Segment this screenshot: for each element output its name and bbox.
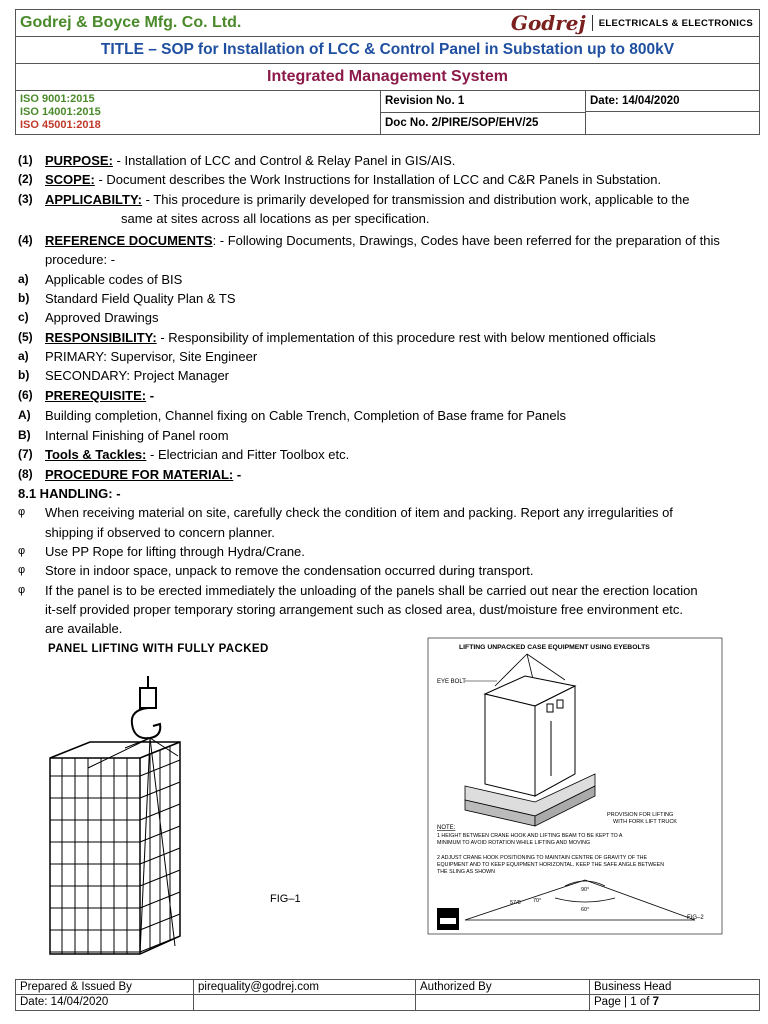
document-title: TITLE – SOP for Installation of LCC & Control Panel in Substation up to 800kV — [100, 41, 675, 58]
bullet-cont: it-self provided proper temporary storing arrangement such as closed area, dust/moisture free environment etc. — [45, 601, 684, 617]
list-text: Building completion, Channel fixing on Cable Trench, Completion of Base frame for Panels — [45, 407, 567, 423]
list-item — [18, 347, 753, 366]
bullet-marker: φ — [18, 506, 26, 519]
section-text: - Responsibility of implementation of this procedure rest with below mentioned officials — [156, 329, 656, 345]
list-marker: b) — [18, 368, 30, 383]
sling-angle-diagram — [465, 880, 695, 920]
bullet-text: When receiving material on site, carefully check the condition of item and packing. Report any irregularities of — [45, 505, 673, 521]
bullet-text: Store in indoor space, unpack to remove the condensation occurred during transport. — [45, 563, 534, 579]
bullet-item — [18, 542, 753, 561]
meta-row — [16, 91, 759, 134]
note-1a: 1 HEIGHT BETWEEN CRANE HOOK AND LIFTING BEAM TO BE KEPT TO A — [437, 833, 623, 839]
unpacked-panel — [485, 676, 575, 796]
angle-90: 90° — [581, 887, 590, 893]
section-number: (4) — [18, 233, 33, 248]
section-text: - Installation of LCC and Control & Relay Panel in GIS/AIS. — [112, 153, 456, 168]
business-head: Business Head — [594, 981, 672, 993]
footer-empty-2 — [416, 995, 590, 1010]
brand-divider — [592, 15, 593, 31]
list-item — [18, 426, 753, 445]
section-heading: PROCEDURE FOR MATERIAL: — [45, 466, 234, 482]
provision-label: PROVISION FOR LIFTING — [607, 812, 674, 818]
authorized-by: Authorized By — [416, 980, 590, 994]
document-header — [15, 9, 760, 135]
subsection-handling: 8.1 HANDLING: - — [18, 486, 121, 502]
list-item — [18, 289, 753, 308]
doc-number: Doc No. 2/PIRE/SOP/EHV/25 — [385, 117, 539, 129]
section-text: - Document describes the Work Instructions for Installation of LCC and C&R Panels in Substation. — [94, 172, 662, 188]
section-number: (2) — [18, 172, 33, 187]
company-name: Godrej & Boyce Mfg. Co. Ltd. — [20, 14, 242, 31]
page-prefix: Page | 1 of — [594, 996, 653, 1008]
section-heading: SCOPE: — [45, 172, 95, 188]
bullet-item — [18, 581, 753, 600]
eye-bolt-label: EYE BOLT — [437, 679, 466, 685]
note-2c: THE SLING AS SHOWN — [437, 869, 495, 875]
panel-lifting-packed-drawing — [40, 636, 370, 956]
bullet-marker: φ — [18, 583, 26, 596]
note-1b: MINIMUM TO AVOID ROTATION WHILE LIFTING AND MOVING — [437, 840, 591, 846]
section-heading: Tools & Tackles: — [45, 447, 147, 463]
section-prerequisite — [18, 386, 753, 405]
list-text: Internal Finishing of Panel room — [45, 428, 229, 444]
page-number — [590, 995, 759, 1010]
section-applicability — [18, 190, 753, 209]
section-text: : - Following Documents, Drawings, Codes have been referred for the preparation of this — [212, 233, 720, 249]
document-footer — [15, 979, 760, 1011]
crate-slats — [50, 746, 180, 954]
iso-9001: ISO 9001:2015 — [20, 93, 95, 105]
section-number: (3) — [18, 191, 33, 206]
section-responsibility — [18, 328, 753, 347]
section-procedure — [18, 465, 753, 484]
list-marker: a) — [18, 348, 29, 363]
figure-1-title: PANEL LIFTING WITH FULLY PACKED — [48, 643, 269, 655]
list-item — [18, 270, 753, 289]
iso-45001: ISO 45001:2018 — [20, 119, 101, 131]
section-scope — [18, 170, 753, 189]
document-body — [18, 151, 753, 638]
bullet-marker: φ — [18, 544, 26, 557]
list-text: Applicable codes of BIS — [45, 271, 183, 287]
revision-number: Revision No. 1 — [381, 91, 585, 113]
list-text: Approved Drawings — [45, 310, 159, 326]
bullet-item — [18, 503, 753, 522]
section-heading: RESPONSIBILITY: — [45, 329, 157, 345]
bullet-cont: are available. — [45, 621, 123, 637]
brand-division: ELECTRICALS & ELECTRONICS — [598, 17, 753, 29]
figure-2-title: LIFTING UNPACKED CASE EQUIPMENT USING EYEBOLTS — [459, 644, 650, 651]
note-2b: EQUIPMENT AND TO KEEP EQUIPMENT HORIZONTAL. KEEP THE SAFE ANGLE BETWEEN — [437, 862, 665, 868]
note-heading: NOTE: — [437, 825, 456, 831]
section-purpose — [18, 151, 753, 170]
note-2a: 2 ADJUST CRANE HOOK POSITIONING TO MAINTAIN CENTRE OF GRAVITY OF THE — [437, 855, 648, 861]
list-marker: A) — [18, 407, 31, 422]
iso-standards — [16, 91, 381, 134]
section-reference — [18, 231, 753, 250]
list-item — [18, 406, 753, 425]
figure-2 — [425, 636, 725, 936]
list-marker: b) — [18, 291, 30, 306]
figure-2-label: FIG–2 — [687, 915, 704, 921]
crane-hook-icon — [132, 676, 160, 738]
ims-title: Integrated Management System — [267, 68, 508, 85]
prepared-by: Prepared & Issued By — [16, 980, 194, 994]
section-number: (6) — [18, 387, 33, 402]
list-text: PRIMARY: Supervisor, Site Engineer — [45, 348, 258, 364]
angle-60: 60° — [581, 907, 590, 913]
section-text: - Electrician and Fitter Toolbox etc. — [146, 447, 350, 463]
company-row — [16, 10, 759, 37]
bullet-text: Use PP Rope for lifting through Hydra/Crane. — [45, 543, 305, 559]
section-number: (5) — [18, 329, 33, 344]
footer-empty-1 — [194, 995, 416, 1010]
contact-email: pirequality@godrej.com — [194, 980, 416, 994]
bullet-item — [18, 561, 753, 580]
list-item — [18, 366, 753, 385]
bullet-cont: shipping if observed to concern planner. — [45, 524, 275, 540]
section-applicability-cont: same at sites across all locations as per specification. — [121, 210, 430, 226]
list-marker: B) — [18, 428, 31, 443]
section-number: (8) — [18, 466, 33, 481]
section-number: (7) — [18, 447, 33, 462]
page-total: 7 — [652, 996, 660, 1008]
figure-1 — [40, 636, 370, 956]
title-row — [16, 37, 759, 64]
stamp-inner — [440, 918, 456, 924]
eyebolt-lifting-drawing — [425, 636, 725, 936]
provision-label-2: WITH FORK LIFT TRUCK — [613, 819, 677, 825]
list-text: Standard Field Quality Plan & TS — [45, 291, 236, 307]
figure-1-label: FIG–1 — [270, 893, 301, 905]
ims-row — [16, 64, 759, 91]
section-heading: PREREQUISITE: — [45, 387, 147, 403]
section-reference-cont: procedure: - — [45, 252, 116, 268]
section-heading: REFERENCE DOCUMENTS — [45, 233, 213, 249]
section-text: - — [233, 466, 242, 482]
list-marker: c) — [18, 310, 29, 325]
iso-14001: ISO 14001:2015 — [20, 106, 101, 118]
section-tools — [18, 445, 753, 464]
revision-doc — [381, 91, 586, 134]
section-number: (1) — [18, 153, 33, 167]
list-item — [18, 308, 753, 327]
bullet-marker: φ — [18, 564, 26, 577]
footer-date: Date: 14/04/2020 — [16, 995, 194, 1010]
section-text: - — [146, 387, 155, 403]
brand — [511, 11, 759, 35]
list-text: SECONDARY: Project Manager — [45, 368, 229, 384]
section-heading: APPLICABILTY: — [45, 191, 143, 207]
list-marker: a) — [18, 271, 29, 286]
header-date: Date: 14/04/2020 — [586, 91, 759, 112]
angle-578: 57/8 — [510, 900, 521, 906]
bullet-text: If the panel is to be erected immediately the unloading of the panels shall be carried out near the erection location — [45, 582, 698, 598]
footer-row-2 — [16, 995, 759, 1010]
godrej-logo: Godrej — [510, 11, 586, 35]
footer-row-1 — [16, 980, 759, 995]
section-text: - This procedure is primarily developed for transmission and distribution work, applicable to the — [142, 191, 690, 207]
section-heading: PURPOSE: — [45, 153, 113, 168]
angle-70: 70° — [533, 898, 542, 904]
